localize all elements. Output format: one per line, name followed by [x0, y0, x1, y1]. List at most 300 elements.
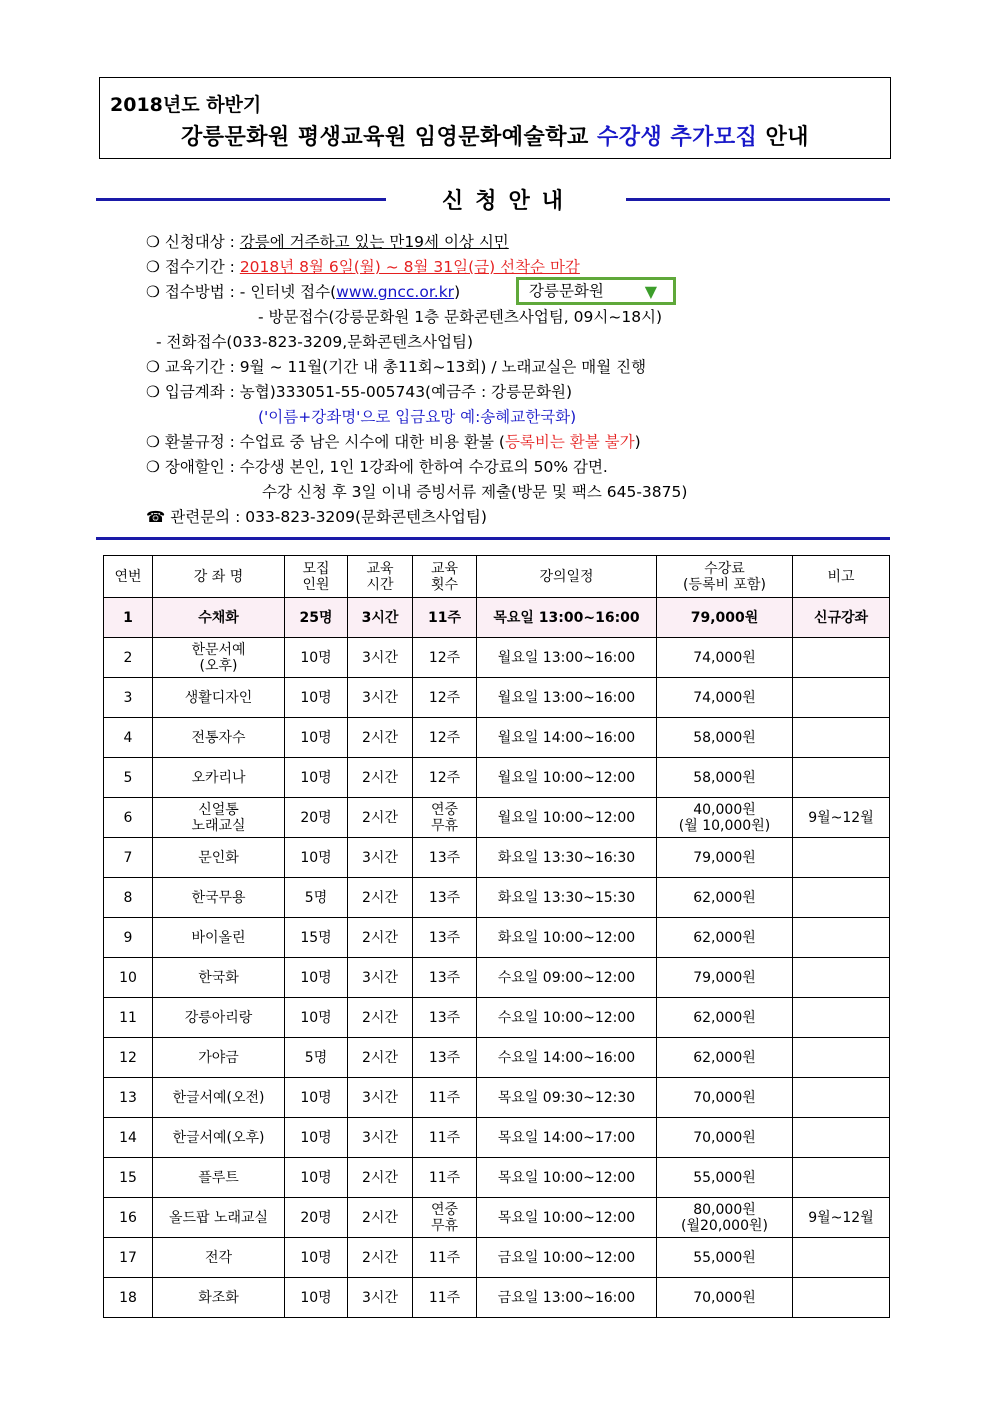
cell-sessions-text: 12주 [428, 689, 461, 706]
cell-sessions [413, 1038, 477, 1078]
course-table [103, 555, 890, 1318]
cell-capacity [285, 1118, 348, 1158]
cell-note [793, 678, 890, 718]
cell-course-name-text-line2: 노래교실 [191, 817, 246, 834]
cell-hours-text: 3시간 [362, 1089, 398, 1106]
cell-fee [657, 1278, 793, 1318]
table-row [104, 918, 890, 958]
table-row [104, 998, 890, 1038]
cell-capacity-text: 10명 [300, 729, 332, 746]
cell-sessions-text: 11주 [428, 1089, 461, 1106]
cell-course-name-text: 한국화 [198, 969, 239, 986]
cell-course-name [153, 758, 285, 798]
cell-schedule [477, 1238, 657, 1278]
edu-period-text: 교육기간 : 9월 ~ 11월(기간 내 총11회~13회) / 노래교실은 매월 진행 [164, 358, 647, 376]
bullet-icon: ❍ [146, 283, 160, 301]
cell-course-name [153, 1038, 285, 1078]
cell-hours-text: 3시간 [362, 689, 398, 706]
bullet-icon: ❍ [146, 383, 160, 401]
header-label: 비고 [827, 568, 855, 585]
cell-course-name-text: 전통자수 [191, 729, 246, 746]
cell-sessions [413, 1198, 477, 1238]
cell-fee [657, 958, 793, 998]
cell-capacity [285, 1158, 348, 1198]
cell-capacity-text: 20명 [300, 809, 332, 826]
cell-schedule [477, 878, 657, 918]
cell-fee [657, 798, 793, 838]
cell-schedule [477, 958, 657, 998]
column-header [285, 556, 348, 598]
site-button[interactable] [516, 277, 676, 305]
cell-schedule-text: 화요일 10:00~12:00 [497, 929, 636, 946]
title-year: 2018년도 하반기 [110, 94, 262, 116]
cell-schedule-text: 금요일 10:00~12:00 [497, 1249, 636, 1266]
cell-capacity-text: 10명 [300, 1009, 332, 1026]
cell-schedule [477, 838, 657, 878]
cell-no [104, 918, 153, 958]
cell-no [104, 1198, 153, 1238]
column-header [477, 556, 657, 598]
cell-capacity-text: 5명 [304, 889, 328, 906]
table-row [104, 1078, 890, 1118]
cell-schedule-text: 월요일 13:00~16:00 [497, 689, 636, 706]
bullet-icon: ❍ [146, 358, 160, 376]
cell-schedule [477, 1158, 657, 1198]
cell-course-name-text: 화조화 [198, 1289, 239, 1306]
table-row [104, 678, 890, 718]
refund-text: 환불규정 : 수업료 중 남은 시수에 대한 비용 환불 ( [164, 433, 505, 451]
cell-sessions-text: 11주 [428, 1289, 461, 1306]
method-label: 접수방법 : - 인터넷 접수( [164, 283, 337, 301]
cell-no [104, 678, 153, 718]
cell-capacity-text: 10명 [300, 849, 332, 866]
cell-sessions [413, 758, 477, 798]
cell-fee-text: 62,000원 [693, 889, 756, 906]
table-header-row [104, 556, 890, 598]
cell-note [793, 998, 890, 1038]
bullet-icon: ❍ [146, 258, 160, 276]
cell-sessions [413, 1158, 477, 1198]
cell-fee [657, 758, 793, 798]
cell-sessions [413, 638, 477, 678]
info-period [146, 257, 580, 277]
cell-note [793, 918, 890, 958]
cell-course-name-text: 전각 [204, 1249, 233, 1266]
cell-no [104, 1158, 153, 1198]
cell-note [793, 1238, 890, 1278]
cell-fee [657, 1198, 793, 1238]
disability-text: 장애할인 : 수강생 본인, 1인 1강좌에 한하여 수강료의 50% 감면. [164, 458, 608, 476]
cell-course-name [153, 678, 285, 718]
cell-no-text: 17 [119, 1249, 137, 1266]
cell-fee-text: 62,000원 [693, 1009, 756, 1026]
cell-sessions-text: 13주 [428, 889, 461, 906]
cell-schedule-text: 목요일 10:00~12:00 [497, 1209, 636, 1226]
cell-note [793, 1078, 890, 1118]
cell-sessions-text: 13주 [428, 849, 461, 866]
cell-no-text: 8 [123, 889, 133, 906]
cell-sessions [413, 1078, 477, 1118]
cell-hours [348, 958, 413, 998]
cell-note [793, 958, 890, 998]
cell-sessions-text: 12주 [428, 769, 461, 786]
cell-fee [657, 1238, 793, 1278]
info-deposit [146, 382, 572, 402]
cell-course-name-text: 생활디자인 [184, 689, 253, 706]
cell-no [104, 638, 153, 678]
cell-note [793, 638, 890, 678]
cell-hours [348, 598, 413, 638]
cell-course-name-text: 한글서예(오전) [172, 1089, 265, 1106]
cell-sessions-text: 연중 [430, 801, 459, 818]
cell-course-name-text: 올드팝 노래교실 [168, 1209, 269, 1226]
cell-schedule [477, 1078, 657, 1118]
cell-no [104, 958, 153, 998]
header-label-line2: 시간 [366, 576, 394, 593]
cell-capacity-text: 10명 [300, 689, 332, 706]
deposit-text: 입금계좌 : 농협)333051-55-005743(예금주 : 강릉문화원) [164, 383, 573, 401]
page-title [100, 120, 890, 151]
cell-schedule [477, 718, 657, 758]
header-label-line2: 횟수 [430, 576, 459, 593]
header-label-line2: (등록비 포함) [683, 576, 766, 593]
cell-hours [348, 758, 413, 798]
info-refund [146, 432, 641, 452]
cell-capacity [285, 758, 348, 798]
cell-no-text: 6 [123, 809, 133, 826]
title-suffix: 안내 [757, 125, 810, 150]
cell-capacity [285, 1238, 348, 1278]
cell-course-name [153, 878, 285, 918]
cell-capacity-text: 5명 [304, 1049, 328, 1066]
cell-course-name-text: 한문서예 [191, 641, 246, 658]
cell-capacity [285, 638, 348, 678]
cell-fee [657, 638, 793, 678]
phone-icon: ☎ [146, 508, 166, 526]
cell-hours [348, 1198, 413, 1238]
cell-hours [348, 798, 413, 838]
header-label: 강의일정 [539, 568, 594, 585]
cell-sessions-text-line2: 무휴 [430, 1217, 459, 1234]
cell-capacity [285, 998, 348, 1038]
cell-capacity-text: 10명 [300, 969, 332, 986]
bullet-icon: ❍ [146, 433, 160, 451]
table-row [104, 878, 890, 918]
cell-note [793, 718, 890, 758]
header-label: 연번 [114, 568, 142, 585]
cell-course-name [153, 598, 285, 638]
info-phone: - 전화접수(033-823-3209,문화콘텐츠사업팀) [156, 333, 474, 351]
period-label: 접수기간 : [164, 258, 240, 276]
header-label: 교육 [366, 560, 394, 577]
cell-course-name-text: 가야금 [198, 1049, 239, 1066]
cell-capacity [285, 958, 348, 998]
cell-fee-text: 74,000원 [693, 689, 756, 706]
header-label: 교육 [430, 560, 459, 577]
cell-sessions [413, 958, 477, 998]
cell-schedule-text: 수요일 10:00~12:00 [497, 1009, 636, 1026]
cell-capacity [285, 798, 348, 838]
cell-schedule-text: 수요일 14:00~16:00 [497, 1049, 636, 1066]
cell-no-text: 12 [119, 1049, 137, 1066]
cell-capacity [285, 718, 348, 758]
cell-course-name [153, 1198, 285, 1238]
cell-hours [348, 1078, 413, 1118]
cell-schedule-text: 월요일 10:00~12:00 [497, 809, 636, 826]
cell-note [793, 1038, 890, 1078]
cell-sessions [413, 838, 477, 878]
cell-course-name [153, 918, 285, 958]
cell-schedule [477, 1118, 657, 1158]
cell-no-text: 4 [123, 729, 133, 746]
cell-capacity-text: 25명 [299, 609, 333, 626]
cell-capacity [285, 1278, 348, 1318]
cell-no [104, 878, 153, 918]
cell-no [104, 1038, 153, 1078]
cell-no [104, 998, 153, 1038]
cell-course-name [153, 998, 285, 1038]
cell-schedule-text: 목요일 10:00~12:00 [497, 1169, 636, 1186]
cell-fee [657, 918, 793, 958]
column-header [348, 556, 413, 598]
cell-course-name-text: 한국무용 [191, 889, 246, 906]
cell-fee [657, 838, 793, 878]
cell-sessions [413, 1118, 477, 1158]
cell-schedule-text: 수요일 09:00~12:00 [497, 969, 636, 986]
cell-no [104, 1078, 153, 1118]
cell-schedule [477, 1278, 657, 1318]
cell-no-text: 3 [123, 689, 133, 706]
cell-sessions [413, 1278, 477, 1318]
cell-note [793, 1118, 890, 1158]
cell-fee [657, 1038, 793, 1078]
cell-schedule-text: 화요일 13:30~15:30 [497, 889, 636, 906]
cell-schedule [477, 998, 657, 1038]
cell-hours [348, 838, 413, 878]
section-title: 신청안내 [441, 189, 575, 214]
cell-schedule [477, 798, 657, 838]
cell-course-name-text: 수채화 [198, 609, 239, 626]
column-header [153, 556, 285, 598]
cell-course-name-text: 문인화 [198, 849, 239, 866]
cell-no-text: 1 [123, 609, 133, 626]
cell-course-name-text: 바이올린 [191, 929, 246, 946]
cell-hours-text: 2시간 [362, 1209, 398, 1226]
table-row [104, 638, 890, 678]
cell-sessions-text: 11주 [428, 1169, 461, 1186]
table-row [104, 758, 890, 798]
cell-fee-text: 58,000원 [693, 729, 756, 746]
info-method [146, 282, 460, 302]
cell-fee [657, 678, 793, 718]
info-disability [146, 457, 608, 477]
cell-no-text: 14 [119, 1129, 137, 1146]
cell-no-text: 13 [119, 1089, 137, 1106]
cell-course-name-text-line2: (오후) [199, 657, 238, 674]
cell-schedule [477, 1038, 657, 1078]
cell-capacity-text: 15명 [300, 929, 332, 946]
title-highlight: 수강생 추가모집 [596, 125, 758, 150]
cell-sessions-text: 12주 [428, 649, 461, 666]
cell-schedule [477, 598, 657, 638]
table-row [104, 1118, 890, 1158]
cell-fee-text-line2: (월20,000원) [681, 1217, 768, 1234]
cell-no-text: 5 [123, 769, 133, 786]
cell-capacity-text: 10명 [300, 1289, 332, 1306]
cell-sessions-text: 13주 [428, 969, 461, 986]
cell-hours [348, 918, 413, 958]
cell-no [104, 758, 153, 798]
cell-no-text: 15 [119, 1169, 137, 1186]
table-row [104, 1278, 890, 1318]
cell-course-name [153, 1278, 285, 1318]
header-label: 강 좌 명 [193, 568, 244, 585]
cell-course-name-text: 강릉아리랑 [184, 1009, 253, 1026]
cell-no-text: 16 [119, 1209, 137, 1226]
cell-no-text: 7 [123, 849, 133, 866]
cell-hours-text: 2시간 [362, 1009, 398, 1026]
cell-sessions-text: 13주 [428, 1009, 461, 1026]
column-header [657, 556, 793, 598]
cell-fee-text-line2: (월 10,000원) [678, 817, 771, 834]
cell-fee-text: 70,000원 [693, 1129, 756, 1146]
cell-no [104, 1238, 153, 1278]
header-label: 모집 [302, 560, 330, 577]
cell-note-text: 9월~12월 [808, 1209, 874, 1226]
cell-fee-text: 70,000원 [693, 1289, 756, 1306]
cell-hours-text: 3시간 [362, 1129, 398, 1146]
cell-course-name [153, 1158, 285, 1198]
cell-sessions [413, 878, 477, 918]
cell-course-name [153, 638, 285, 678]
cell-fee-text: 62,000원 [693, 929, 756, 946]
table-body [104, 598, 890, 1318]
cell-hours-text: 3시간 [362, 649, 398, 666]
cell-note [793, 758, 890, 798]
cell-capacity [285, 878, 348, 918]
cell-no-text: 18 [119, 1289, 137, 1306]
info-edu-period [146, 357, 646, 377]
cell-hours [348, 998, 413, 1038]
cell-capacity [285, 678, 348, 718]
cell-no [104, 838, 153, 878]
cell-capacity-text: 20명 [300, 1209, 332, 1226]
cell-sessions-text: 13주 [428, 929, 461, 946]
cell-capacity [285, 918, 348, 958]
cell-schedule [477, 678, 657, 718]
header-label-line2: 인원 [302, 576, 330, 593]
cell-hours [348, 678, 413, 718]
cell-no [104, 1118, 153, 1158]
cell-fee-text: 79,000원 [693, 969, 756, 986]
cell-no [104, 1278, 153, 1318]
cell-note [793, 1158, 890, 1198]
cell-sessions-text: 12주 [428, 729, 461, 746]
title-main: 강릉문화원 평생교육원 임영문화예술학교 [180, 125, 597, 150]
table-row [104, 1158, 890, 1198]
cell-schedule [477, 1198, 657, 1238]
divider-left [96, 198, 386, 201]
header-label: 수강료 [704, 560, 745, 577]
cell-fee-text: 79,000원 [690, 609, 759, 626]
cell-sessions [413, 798, 477, 838]
cell-capacity-text: 10명 [300, 1249, 332, 1266]
cell-sessions-text: 연중 [430, 1201, 459, 1218]
cell-course-name [153, 958, 285, 998]
triangle-down-icon: ▼ [644, 282, 657, 301]
cell-course-name-text: 플루트 [198, 1169, 239, 1186]
section-heading [96, 184, 890, 214]
cell-capacity-text: 10명 [300, 1089, 332, 1106]
table-row [104, 718, 890, 758]
refund-warning: 등록비는 환불 불가 [504, 433, 635, 451]
cell-no-text: 2 [123, 649, 133, 666]
cell-hours [348, 1118, 413, 1158]
cell-schedule-text: 목요일 14:00~17:00 [497, 1129, 636, 1146]
cell-fee [657, 1118, 793, 1158]
column-header [413, 556, 477, 598]
cell-note [793, 838, 890, 878]
cell-hours-text: 2시간 [362, 929, 398, 946]
cell-fee-text: 62,000원 [693, 1049, 756, 1066]
cell-course-name-text: 오카리나 [191, 769, 246, 786]
cell-capacity-text: 10명 [300, 1129, 332, 1146]
cell-sessions-text: 11주 [428, 1129, 461, 1146]
cell-schedule [477, 758, 657, 798]
website-link[interactable]: www.gncc.or.kr [336, 283, 455, 301]
cell-hours-text: 3시간 [362, 849, 398, 866]
table-row [104, 798, 890, 838]
cell-fee [657, 998, 793, 1038]
cell-no-text: 10 [119, 969, 137, 986]
cell-capacity [285, 1038, 348, 1078]
cell-no-text: 11 [119, 1009, 137, 1026]
info-visit: - 방문접수(강릉문화원 1층 문화콘텐츠사업팀, 09시~18시) [258, 308, 663, 326]
cell-hours-text: 2시간 [362, 729, 398, 746]
cell-sessions [413, 918, 477, 958]
cell-sessions-text: 11주 [428, 1249, 461, 1266]
section-divider [96, 537, 890, 540]
cell-course-name [153, 718, 285, 758]
cell-course-name [153, 1238, 285, 1278]
cell-fee-text: 55,000원 [693, 1169, 756, 1186]
cell-hours [348, 1238, 413, 1278]
cell-note [793, 878, 890, 918]
cell-fee [657, 1078, 793, 1118]
cell-fee-text: 80,000원 [693, 1201, 756, 1218]
cell-note-text: 신규강좌 [813, 609, 869, 626]
table-row [104, 598, 890, 638]
cell-fee [657, 1158, 793, 1198]
table-row [104, 1038, 890, 1078]
cell-capacity-text: 10명 [300, 769, 332, 786]
cell-note [793, 598, 890, 638]
cell-hours [348, 1158, 413, 1198]
info-target [146, 232, 509, 252]
cell-fee [657, 878, 793, 918]
cell-sessions [413, 1238, 477, 1278]
cell-schedule-text: 월요일 13:00~16:00 [497, 649, 636, 666]
cell-hours [348, 718, 413, 758]
cell-capacity [285, 598, 348, 638]
column-header [104, 556, 153, 598]
cell-note-text: 9월~12월 [808, 809, 874, 826]
cell-hours-text: 3시간 [362, 1289, 398, 1306]
cell-fee [657, 718, 793, 758]
cell-course-name [153, 798, 285, 838]
cell-sessions [413, 678, 477, 718]
cell-sessions-text-line2: 무휴 [430, 817, 459, 834]
